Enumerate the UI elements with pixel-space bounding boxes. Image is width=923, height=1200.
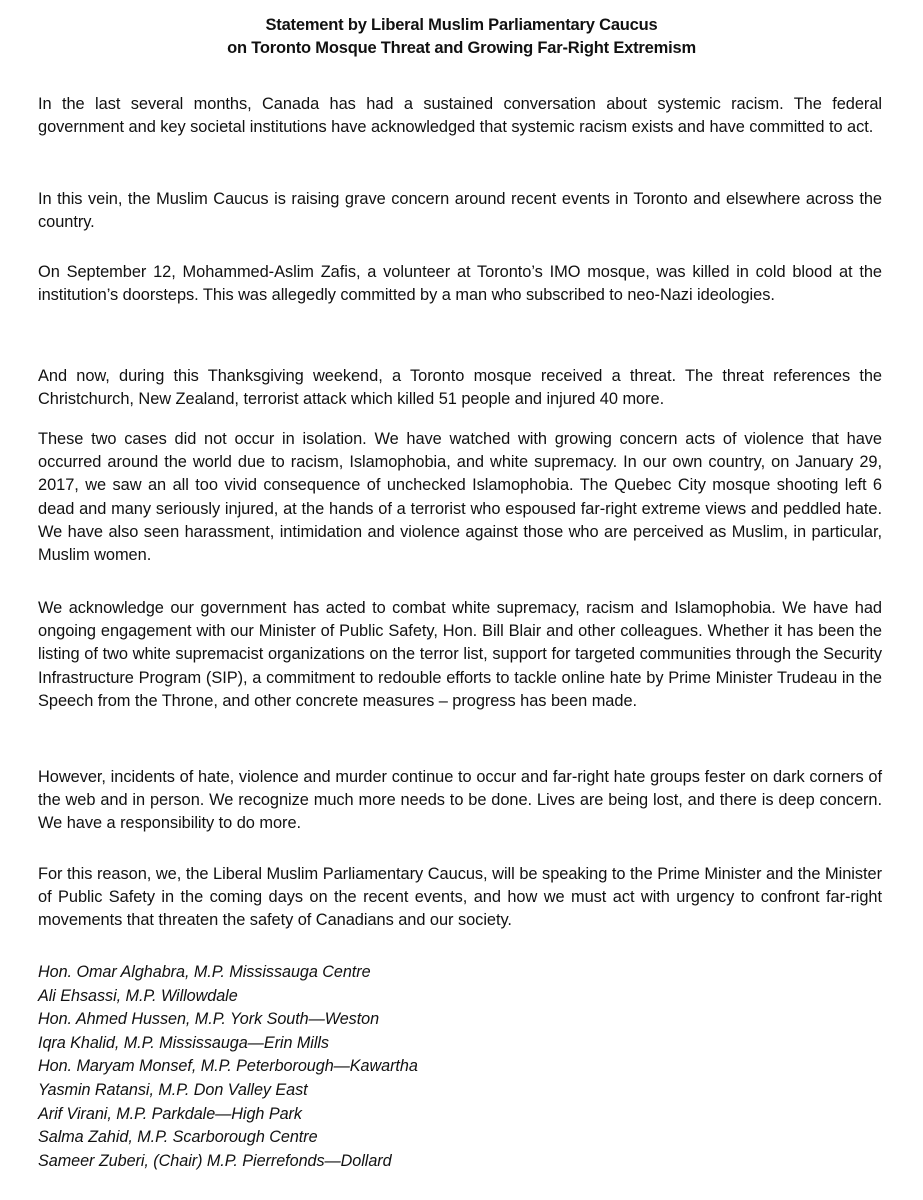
paragraph-government-action: We acknowledge our government has acted to combat white supremacy, racism and Islamophobia. We have had ongoing engagement with our Minister of Public Safety, Hon. Bill Blair and other colleagues. Whether it has been the listing of two white supremacist organizations on the terror list, support for targeted communities through the Security Infrastructure Program (SIP), a commitment to redouble efforts to tackle online hate by Prime Minister Trudeau in the Speech from the Throne, and other concrete measures – progress has been made. (38, 599, 882, 710)
title-line-2: on Toronto Mosque Threat and Growing Far-Right Extremism (227, 39, 696, 57)
paragraph-grave-concern: In this vein, the Muslim Caucus is raising grave concern around recent events in Toronto and elsewhere across the country. (38, 190, 882, 232)
signatory: Hon. Omar Alghabra, M.P. Mississauga Centre (38, 963, 371, 981)
signatory-list (38, 961, 738, 1173)
paragraph-thanksgiving-threat: And now, during this Thanksgiving weekend, a Toronto mosque received a threat. The threat references the Christchurch, New Zealand, terrorist attack which killed 51 people and injured 40 more. (38, 367, 882, 409)
paragraph-systemic-racism: In the last several months, Canada has had a sustained conversation about systemic racism. The federal government and key societal institutions have acknowledged that systemic racism exists and have committed to act. (38, 95, 882, 137)
paragraph-not-in-isolation: These two cases did not occur in isolation. We have watched with growing concern acts of violence that have occurred around the world due to racism, Islamophobia, and white supremacy. In our own country, on January 29, 2017, we saw an all too vivid consequence of unchecked Islamophobia. The Quebec City mosque shooting left 6 dead and many seriously injured, at the hands of a terrorist who espoused far-right extreme views and peddled hate. We have also seen harassment, intimidation and violence against those who are perceived as Muslim, in particular, Muslim women. (38, 430, 882, 565)
paragraph-more-needs-done: However, incidents of hate, violence and murder continue to occur and far-right hate groups fester on dark corners of the web and in person. We recognize much more needs to be done. Lives are being lost, and there is deep concern. We have a responsibility to do more. (38, 768, 882, 833)
signatory: Sameer Zuberi, (Chair) M.P. Pierrefonds—Dollard (38, 1151, 392, 1170)
paragraph-imo-mosque: On September 12, Mohammed-Aslim Zafis, a volunteer at Toronto’s IMO mosque, was killed in cold blood at the institution’s doorsteps. This was allegedly committed by a man who subscribed to neo-Nazi ideologies. (38, 263, 882, 305)
document-title (0, 14, 923, 60)
signatory: Hon. Maryam Monsef, M.P. Peterborough—Kawartha (38, 1057, 418, 1076)
signatory: Hon. Ahmed Hussen, M.P. York South—Weston (38, 1010, 380, 1029)
signatory: Arif Virani, M.P. Parkdale—High Park (38, 1104, 302, 1123)
signatory: Ali Ehsassi, M.P. Willowdale (38, 986, 238, 1005)
title-line-1: Statement by Liberal Muslim Parliamentary Caucus (265, 16, 658, 34)
signatory: Salma Zahid, M.P. Scarborough Centre (38, 1128, 318, 1147)
signatory: Iqra Khalid, M.P. Mississauga—Erin Mills (38, 1033, 329, 1052)
signatory: Yasmin Ratansi, M.P. Don Valley East (38, 1080, 308, 1099)
paragraph-for-this-reason: For this reason, we, the Liberal Muslim Parliamentary Caucus, will be speaking to the Prime Minister and the Minister of Public Safety in the coming days on the recent events, and how we must act with urgency to confront far-right movements that threaten the safety of Canadians and our society. (38, 865, 882, 930)
